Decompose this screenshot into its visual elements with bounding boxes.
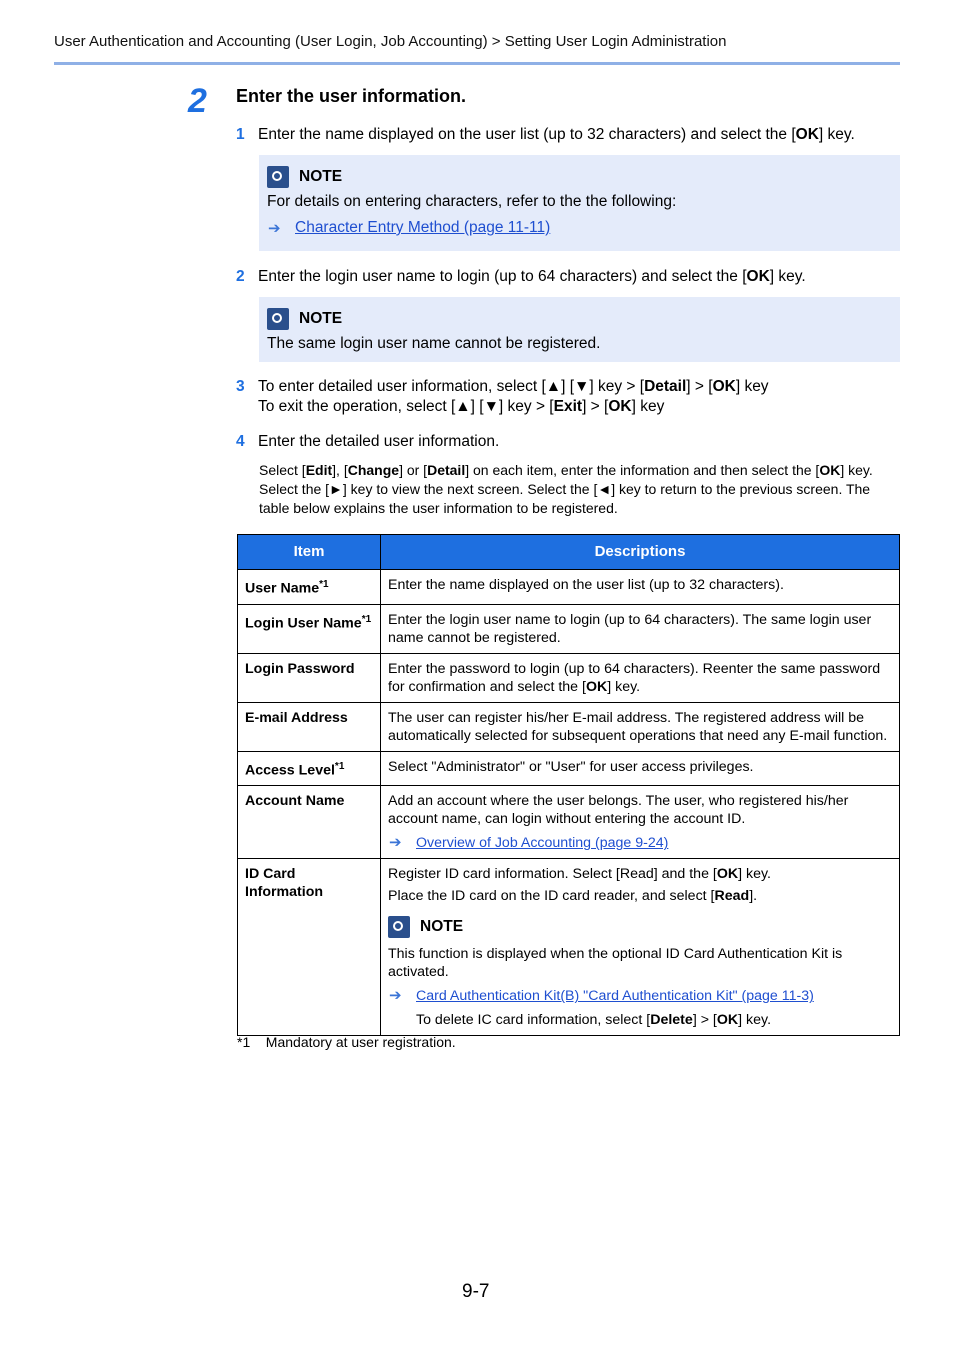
- note-icon: [388, 916, 410, 938]
- character-entry-link[interactable]: Character Entry Method (page 11-11): [295, 219, 551, 236]
- step-title: Enter the user information.: [236, 86, 467, 106]
- description-cell: Enter the name displayed on the user list (up to 32 characters).: [381, 570, 900, 605]
- item-cell: User Name$^{*1}$: [238, 570, 381, 605]
- table-header-row: [238, 535, 900, 570]
- item-cell: ID Card Information: [238, 859, 381, 1036]
- description-cell: Add an account where the user belongs. The user, who registered his/her account name, can login without entering the account ID. ➔ Overview of Job Accounting (page 9-24): [381, 786, 900, 859]
- arrow-right-icon: ➔: [389, 987, 402, 1005]
- substep-number: 4: [236, 433, 245, 450]
- item-cell: Account Name: [238, 786, 381, 859]
- substep-number: 1: [236, 126, 245, 143]
- note-text: For details on entering characters, refer to the the following:: [267, 193, 677, 210]
- user-info-table: [237, 534, 900, 1036]
- substep-1: 1 Enter the name displayed on the user list (up to 32 characters) and select the [OK] key.: [236, 126, 855, 143]
- substep-number: 2: [236, 268, 245, 285]
- description-cell: Enter the password to login (up to 64 characters). Reenter the same password for confirmation and select the [OK] key.: [381, 653, 900, 702]
- table-row: [238, 604, 900, 653]
- substep-number: 3: [236, 378, 245, 395]
- note-icon: [267, 166, 289, 188]
- header-divider: [54, 62, 900, 65]
- arrow-right-icon: ➔: [268, 220, 281, 237]
- note-text: The same login user name cannot be registered.: [267, 335, 601, 352]
- note-label: NOTE: [420, 918, 464, 936]
- table-row: [238, 702, 900, 751]
- note-text: This function is displayed when the optional ID Card Authentication Kit is activated.: [388, 946, 843, 981]
- breadcrumb: User Authentication and Accounting (User Login, Job Accounting) > Setting User Login Administration: [54, 33, 727, 50]
- column-header-item: Item: [238, 535, 381, 570]
- table-row: [238, 859, 900, 1036]
- instruction-paragraph: Select [Edit], [Change] or [Detail] on each item, enter the information and then select the [OK] key. Select the [►] key to view the next screen. Select the [◄] key to return to the previous screen. The table below explains the user information to be registered.: [259, 462, 873, 516]
- note-label: NOTE: [299, 168, 343, 185]
- substep-3: 3 To enter detailed user information, select [▲] [▼] key > [Detail] > [OK] key To exit the operation, select [▲] [▼] key > [Exit] > [OK] key: [236, 378, 769, 415]
- note-box: [259, 155, 900, 251]
- arrow-right-icon: ➔: [389, 834, 402, 852]
- delete-instruction: To delete IC card information, select [Delete] > [OK] key.: [416, 1012, 772, 1029]
- table-row: [238, 786, 900, 859]
- job-accounting-link[interactable]: Overview of Job Accounting (page 9-24): [416, 835, 669, 852]
- step-number: 2: [188, 82, 207, 120]
- table-row: [238, 751, 900, 786]
- description-cell: Select "Administrator" or "User" for user access privileges.: [381, 751, 900, 786]
- item-cell: E-mail Address: [238, 702, 381, 751]
- table-row: [238, 653, 900, 702]
- description-cell: The user can register his/her E-mail address. The registered address will be automatically selected for subsequent operations that need any E-mail function.: [381, 702, 900, 751]
- description-cell: Register ID card information. Select [Read] and the [OK] key. Place the ID card on the ID card reader, and select [Read]. NOTE This function is displayed when the optional ID Card Authentication Kit is activated. ➔ Card Authentication Kit(B) "Card Authentication Kit" (page 11-3) To delete IC card information, select [Delete] > [OK] key.: [381, 859, 900, 1036]
- item-cell: Login User Name$^{*1}$: [238, 604, 381, 653]
- column-header-descriptions: Descriptions: [381, 535, 900, 570]
- substep-4: 4 Enter the detailed user information.: [236, 433, 500, 450]
- description-cell: Enter the login user name to login (up to 64 characters). The same login user name cannot be registered.: [381, 604, 900, 653]
- item-cell: Access Level$^{*1}$: [238, 751, 381, 786]
- note-icon: [267, 308, 289, 330]
- item-cell: Login Password: [238, 653, 381, 702]
- card-authentication-link[interactable]: Card Authentication Kit(B) "Card Authentication Kit" (page 11-3): [416, 988, 814, 1005]
- note-label: NOTE: [299, 310, 343, 327]
- note-box: [259, 297, 900, 362]
- substep-2: 2 Enter the login user name to login (up to 64 characters) and select the [OK] key.: [236, 268, 806, 285]
- page-number: 9-7: [462, 1281, 490, 1302]
- footnote: *1 Mandatory at user registration.: [237, 1034, 456, 1050]
- table-row: [238, 570, 900, 605]
